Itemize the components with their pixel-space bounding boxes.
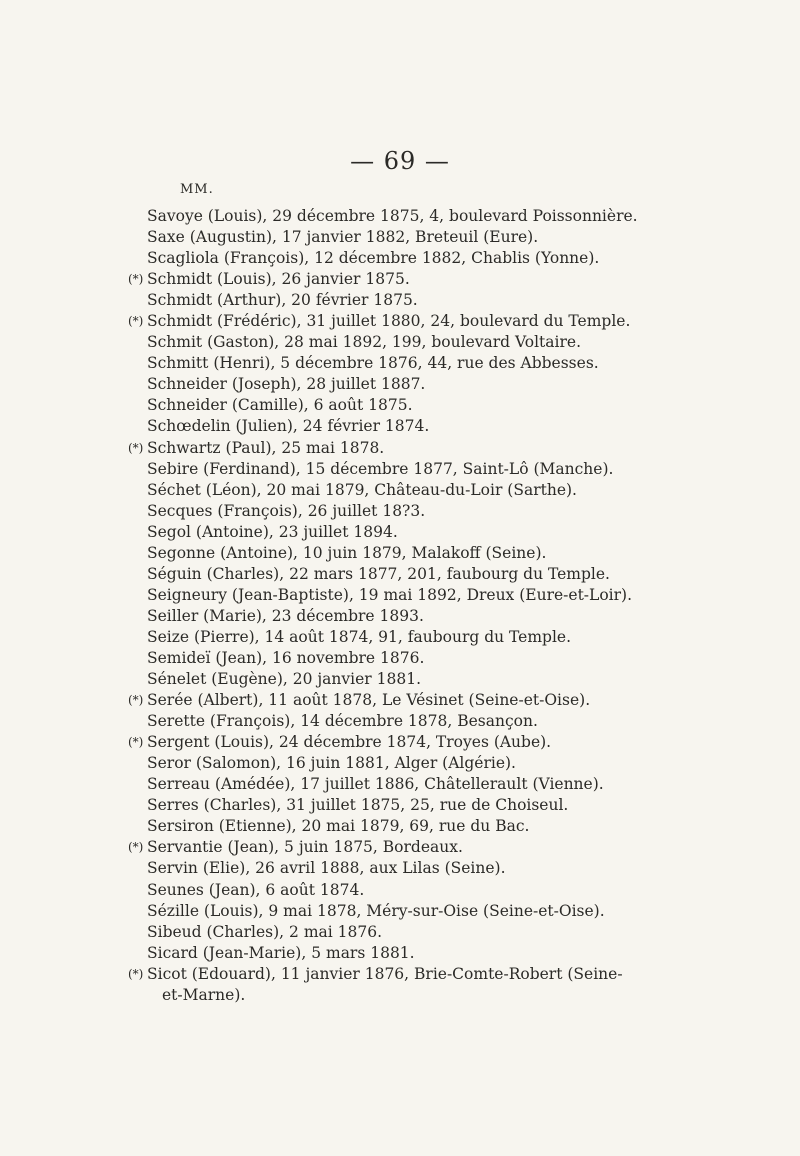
- list-item: [0, 964, 800, 1004]
- list-item: [0, 880, 800, 901]
- list-item: [0, 543, 800, 564]
- list-item: [0, 837, 800, 858]
- list-item: [0, 459, 800, 480]
- list-item: [0, 711, 800, 732]
- entry-text: Serée (Albert), 11 août 1878, Le Vésinet (Seine-et-Oise).: [147, 691, 591, 710]
- entry-list: [0, 206, 800, 1004]
- list-item: [0, 395, 800, 416]
- entry-text: Serreau (Amédée), 17 juillet 1886, Châtellerault (Vienne).: [147, 775, 604, 794]
- entry-text: Seize (Pierre), 14 août 1874, 91, faubourg du Temple.: [147, 627, 572, 646]
- list-item: [0, 732, 800, 753]
- list-item: [0, 438, 800, 459]
- entry-text: Sibeud (Charles), 2 mai 1876.: [147, 922, 383, 941]
- salutation-heading: MM.: [180, 182, 214, 197]
- entry-text: Seigneury (Jean-Baptiste), 19 mai 1892, Dreux (Eure-et-Loir).: [147, 585, 632, 604]
- entry-text: Schneider (Joseph), 28 juillet 1887.: [147, 375, 426, 394]
- asterisk-marker: (*): [128, 966, 144, 981]
- entry-text: Saxe (Augustin), 17 janvier 1882, Breteuil (Eure).: [147, 228, 539, 247]
- entry-text: Sersiron (Etienne), 20 mai 1879, 69, rue du Bac.: [147, 817, 530, 836]
- asterisk-marker: (*): [128, 693, 144, 708]
- entry-text: Schmitt (Henri), 5 décembre 1876, 44, rue des Abbesses.: [147, 354, 599, 373]
- list-item: [0, 522, 800, 543]
- asterisk-marker: (*): [128, 272, 144, 287]
- list-item: [0, 290, 800, 311]
- list-item: [0, 480, 800, 501]
- list-item: [0, 206, 800, 227]
- asterisk-marker: (*): [128, 735, 144, 750]
- entry-text: Sénelet (Eugène), 20 janvier 1881.: [147, 670, 422, 689]
- entry-text: Schmidt (Arthur), 20 février 1875.: [147, 291, 418, 310]
- list-item: [0, 774, 800, 795]
- list-item: [0, 753, 800, 774]
- entry-text: Savoye (Louis), 29 décembre 1875, 4, boulevard Poissonnière.: [147, 207, 638, 225]
- list-item: [0, 669, 800, 690]
- entry-text: Segonne (Antoine), 10 juin 1879, Malakoff (Seine).: [147, 543, 547, 562]
- list-item: [0, 311, 800, 332]
- entry-text: Sicot (Edouard), 11 janvier 1876, Brie-Comte-Robert (Seine-: [147, 964, 623, 983]
- asterisk-marker: (*): [128, 440, 144, 455]
- page-number: — 69 —: [350, 147, 450, 175]
- list-item: [0, 353, 800, 374]
- entry-text: Sézille (Louis), 9 mai 1878, Méry-sur-Oise (Seine-et-Oise).: [147, 901, 605, 920]
- list-item: [0, 901, 800, 922]
- list-item: [0, 501, 800, 522]
- entry-text: Sergent (Louis), 24 décembre 1874, Troyes (Aube).: [147, 733, 552, 752]
- list-item: [0, 795, 800, 816]
- list-item: [0, 648, 800, 669]
- entry-text: Serette (François), 14 décembre 1878, Besançon.: [147, 712, 538, 731]
- entry-text: Seunes (Jean), 6 août 1874.: [147, 880, 365, 899]
- list-item: [0, 374, 800, 395]
- list-item: [0, 585, 800, 606]
- entry-text: Seror (Salomon), 16 juin 1881, Alger (Algérie).: [147, 754, 516, 773]
- list-item: [0, 564, 800, 585]
- asterisk-marker: (*): [128, 840, 144, 855]
- entry-text: Séchet (Léon), 20 mai 1879, Château-du-Loir (Sarthe).: [147, 480, 577, 499]
- entry-text: Secques (François), 26 juillet 18?3.: [147, 501, 426, 520]
- list-item: [0, 858, 800, 879]
- entry-text: Schmidt (Frédéric), 31 juillet 1880, 24, boulevard du Temple.: [147, 312, 631, 331]
- entry-text: Servantie (Jean), 5 juin 1875, Bordeaux.: [147, 838, 463, 857]
- entry-text: Semideï (Jean), 16 novembre 1876.: [147, 648, 425, 667]
- entry-text: Schwartz (Paul), 25 mai 1878.: [147, 438, 385, 457]
- list-item: [0, 943, 800, 964]
- list-item: [0, 248, 800, 269]
- list-item: [0, 332, 800, 353]
- entry-text: Schneider (Camille), 6 août 1875.: [147, 396, 413, 415]
- list-item: [0, 416, 800, 437]
- list-item: [0, 269, 800, 290]
- entry-continuation: et-Marne).: [162, 985, 246, 1004]
- list-item: [0, 690, 800, 711]
- entry-text: Sebire (Ferdinand), 15 décembre 1877, Saint-Lô (Manche).: [147, 459, 614, 478]
- asterisk-marker: (*): [128, 314, 144, 329]
- entry-text: Scagliola (François), 12 décembre 1882, Chablis (Yonne).: [147, 249, 600, 268]
- entry-text: Seiller (Marie), 23 décembre 1893.: [147, 606, 424, 625]
- list-item: [0, 627, 800, 648]
- list-item: [0, 922, 800, 943]
- entry-text: Servin (Elie), 26 avril 1888, aux Lilas (Seine).: [147, 859, 506, 878]
- entry-text: Séguin (Charles), 22 mars 1877, 201, faubourg du Temple.: [147, 564, 610, 583]
- entry-text: Sicard (Jean-Marie), 5 mars 1881.: [147, 943, 415, 962]
- entry-text: Schmidt (Louis), 26 janvier 1875.: [147, 270, 410, 289]
- entry-text: Serres (Charles), 31 juillet 1875, 25, rue de Choiseul.: [147, 796, 569, 815]
- list-item: [0, 227, 800, 248]
- entry-text: Schmit (Gaston), 28 mai 1892, 199, boulevard Voltaire.: [147, 333, 581, 352]
- list-item: [0, 606, 800, 627]
- entry-text: Segol (Antoine), 23 juillet 1894.: [147, 522, 398, 541]
- entry-text: Schœdelin (Julien), 24 février 1874.: [147, 417, 430, 436]
- list-item: [0, 816, 800, 837]
